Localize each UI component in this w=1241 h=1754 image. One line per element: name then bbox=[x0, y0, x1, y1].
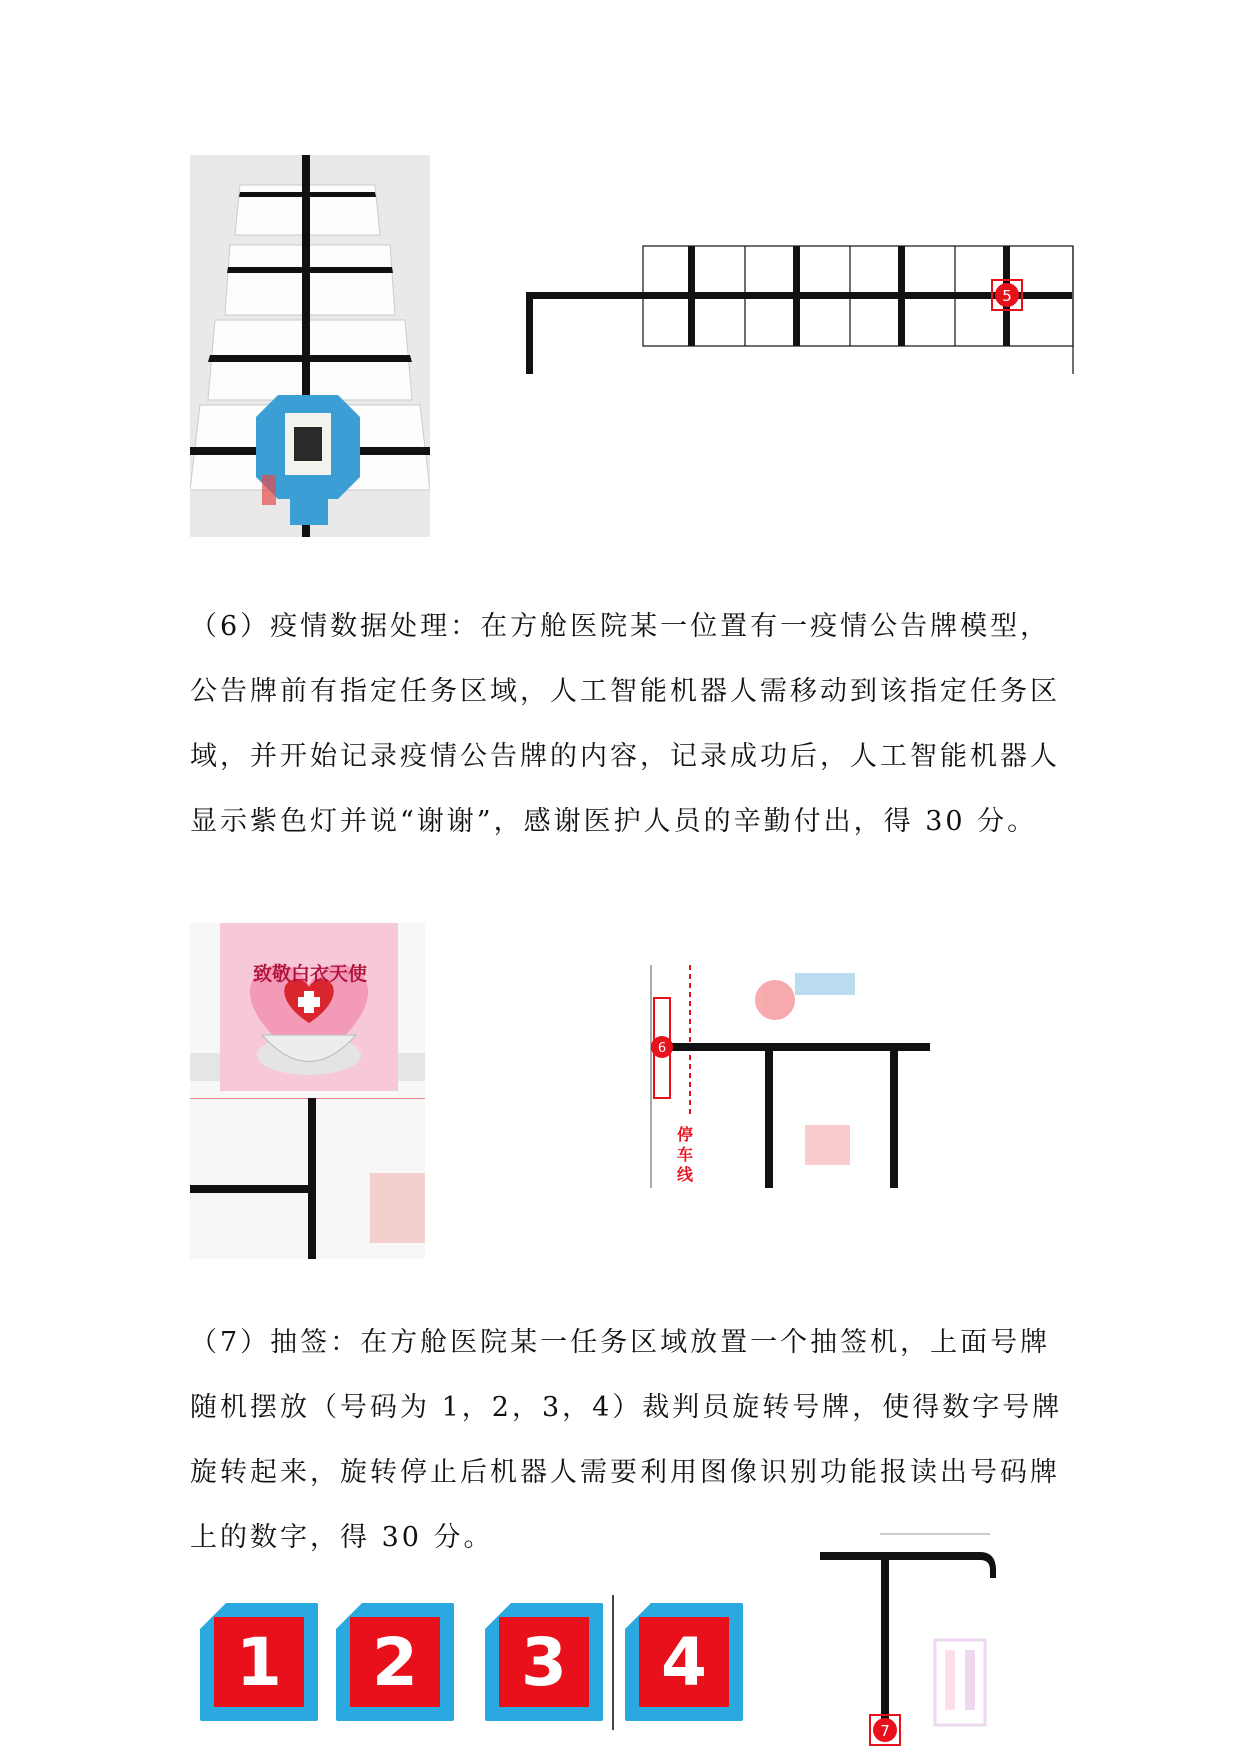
card-number: 3 bbox=[521, 1623, 567, 1701]
robot-track-illustration bbox=[190, 155, 430, 537]
diagram3-marker: 7 bbox=[880, 1722, 890, 1740]
number-card-1 bbox=[200, 1603, 318, 1721]
number-card-4 bbox=[625, 1603, 743, 1721]
poster-title: 致敬白衣天使 bbox=[252, 963, 367, 985]
card-number: 4 bbox=[661, 1623, 707, 1701]
t-track-diagram bbox=[820, 1530, 1000, 1748]
stop-line-diagram bbox=[650, 965, 940, 1190]
section6-paragraph: （6）疫情数据处理：在方舱医院某一位置有一疫情公告牌模型，公告牌前有指定任务区域，人工智能机器人需移动到该指定任务区域，并开始记录疫情公告牌的内容，记录成功后，人工智能机器人显示紫色灯并说“谢谢”，感谢医护人员的辛勤付出，得 30 分。 bbox=[190, 611, 1060, 837]
poster-photo bbox=[190, 923, 425, 1259]
number-card-3 bbox=[485, 1603, 603, 1721]
diagram1-marker: 5 bbox=[1002, 287, 1012, 305]
track-grid-diagram bbox=[520, 240, 1080, 380]
card-number: 2 bbox=[372, 1623, 418, 1701]
card-divider bbox=[612, 1595, 614, 1730]
number-card-2 bbox=[336, 1603, 454, 1721]
diagram2-marker: 6 bbox=[657, 1041, 667, 1056]
stop-line-label: 停车线 bbox=[676, 1125, 693, 1184]
robot-track-photo bbox=[190, 155, 430, 537]
section7-paragraph: （7）抽签：在方舱医院某一任务区域放置一个抽签机，上面号牌随机摆放（号码为 1，2，3，4）裁判员旋转号牌，使得数字号牌旋转起来，旋转停止后机器人需要利用图像识别功能报读出号码牌上的数字，得 30 分。 bbox=[190, 1327, 1063, 1553]
card-number: 1 bbox=[236, 1623, 282, 1701]
